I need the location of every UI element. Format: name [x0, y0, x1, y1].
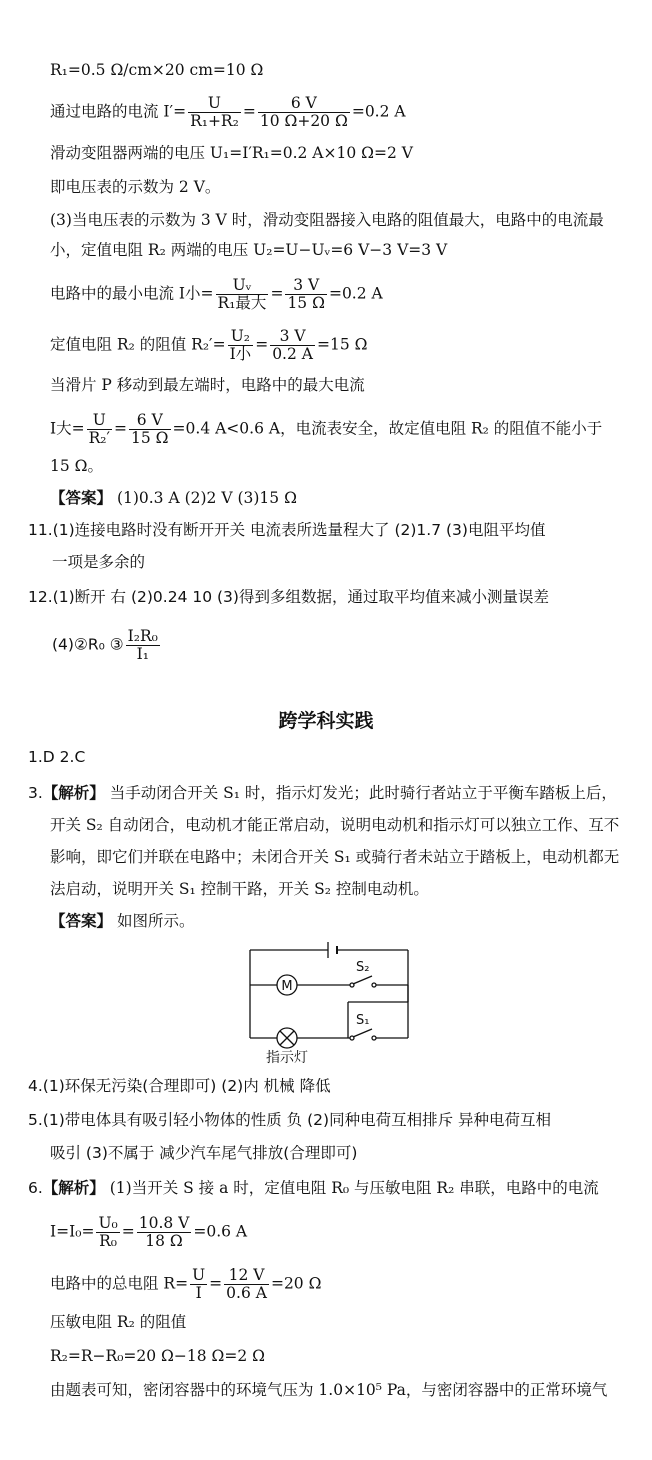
- switch-s1-blade: [353, 1029, 372, 1037]
- question-text: (1)断开 右 (2)0.24 10 (3)得到多组数据，通过取平均值来减小测量误差: [52, 588, 549, 606]
- fraction: [96, 1215, 119, 1250]
- text-line: 当滑片 P 移动到最左端时，电路中的最大电流: [50, 376, 365, 394]
- question-3: [28, 783, 617, 803]
- s1-label: S₁: [356, 1013, 370, 1028]
- fraction: [87, 412, 112, 447]
- denominator: 15 Ω: [131, 429, 169, 447]
- text-line: 开关 S₂ 自动闭合，电动机才能正常启动，说明电动机和指示灯可以独立工作、互不: [50, 816, 620, 834]
- question-text: (1)连接电路时没有断开开关 电流表所选量程大了 (2)1.7 (3)电阻平均值: [52, 521, 546, 539]
- formula-r1: R₁=0.5 Ω/cm×20 cm=10 Ω: [50, 61, 264, 79]
- denominator: 10 Ω+20 Ω: [259, 112, 348, 130]
- switch-s2-blade: [353, 976, 372, 984]
- motor-label: M: [281, 979, 293, 994]
- text-line: 小，定值电阻 R₂ 两端的电压 U₂=U−Uᵥ=6 V−3 V=3 V: [50, 241, 448, 259]
- answer-tag: 【答案】: [50, 912, 113, 930]
- text-line: 影响，即它们并联在电路中；未闭合开关 S₁ 或骑行者未站立于踏板上，电动机都无: [50, 848, 620, 866]
- question-text: (1)当开关 S 接 a 时，定值电阻 R₀ 与压敏电阻 R₂ 串联，电路中的电流: [104, 1179, 599, 1197]
- denominator: I小: [229, 345, 252, 363]
- formula-min-current: 电路中的最小电流 I小= $\frac{\text{Uᵥ}}{\text{R₁最大}}$ = $\frac{3 V}{15 \Omega}$ =0.2 A: [50, 276, 383, 312]
- formula-current: 通过电路的电流 I′= $\frac{U}{\text{R₁+R₂}}$ = $\frac{6 V}{10 \Omega+20 \Omega}$ =0.2 A: [50, 94, 406, 130]
- switch-s1-contact: [372, 1036, 376, 1040]
- fraction: [224, 1267, 269, 1302]
- question-12-cont: [52, 628, 162, 663]
- question-6: [28, 1178, 599, 1198]
- numerator: U: [188, 95, 241, 113]
- text-line: 法启动，说明开关 S₁ 控制干路，开关 S₂ 控制电动机。: [50, 880, 429, 898]
- numerator: U: [87, 412, 112, 430]
- text-line: 由题表可知，密闭容器中的环境气压为 1.0×10⁵ Pa，与密闭容器中的正常环境气: [50, 1381, 608, 1399]
- fraction: [258, 95, 350, 130]
- text: =0.4 A<0.6 A，电流表安全，故定值电阻 R₂ 的阻值不能小于: [172, 419, 603, 438]
- numerator: 6 V: [258, 95, 350, 113]
- question-11: [28, 520, 545, 540]
- text-line: (3)当电压表的示数为 3 V 时，滑动变阻器接入电路的阻值最大，电路中的电流最: [50, 211, 604, 229]
- answer-line: [50, 911, 194, 931]
- answer-text: (1)0.3 A (2)2 V (3)15 Ω: [112, 489, 297, 507]
- section-title: 跨学科实践: [278, 710, 374, 732]
- text: 定值电阻 R₂ 的阻值 R₂′=: [50, 335, 226, 354]
- question-number: 5.: [28, 1111, 43, 1129]
- lamp-label: 指示灯: [266, 1050, 308, 1066]
- text: 电路中的总电阻 R=: [50, 1274, 189, 1293]
- fraction: [228, 328, 254, 363]
- denominator: 0.6 A: [226, 1284, 267, 1302]
- text: I=I₀=: [50, 1222, 95, 1241]
- fraction: [129, 412, 171, 447]
- circuit-diagram: [240, 938, 420, 1066]
- question-text: 当手动闭合开关 S₁ 时，指示灯发光；此时骑行者站立于平衡车踏板上后，: [104, 784, 617, 802]
- formula-r2-value: R₂=R−R₀=20 Ω−18 Ω=2 Ω: [50, 1347, 266, 1365]
- question-12: [28, 587, 549, 607]
- answer-line: [50, 488, 297, 508]
- formula-r2: 定值电阻 R₂ 的阻值 R₂′= $\frac{\text{U₂}}{\text{I小}}$ = $\frac{3 V}{0.2 A}$ =15 Ω: [50, 327, 368, 363]
- denominator: R₁+R₂: [190, 112, 239, 130]
- formula-total-r: 电路中的总电阻 R= $\frac{U}{I}$ = $\frac{12 V}{0.6 A}$ =20 Ω: [50, 1266, 322, 1302]
- text: =15 Ω: [316, 335, 368, 354]
- question-number: 11.: [28, 521, 53, 539]
- question-number: 4.: [28, 1077, 43, 1095]
- numerator: I₂R₀: [127, 627, 158, 645]
- question-number: 3.: [28, 784, 43, 802]
- fraction: [190, 1267, 207, 1302]
- text-line: 压敏电阻 R₂ 的阻值: [50, 1313, 187, 1331]
- question-11-cont: 一项是多余的: [52, 553, 146, 571]
- text: =20 Ω: [270, 1274, 322, 1293]
- denominator: 18 Ω: [145, 1232, 183, 1250]
- denominator: 15 Ω: [287, 294, 325, 312]
- question-number: 6.: [28, 1179, 43, 1197]
- s2-label: S₂: [356, 960, 370, 975]
- denominator: R₀: [99, 1232, 118, 1250]
- numerator: 3 V: [270, 328, 315, 346]
- fraction: [216, 277, 269, 312]
- numerator: U: [192, 1266, 206, 1284]
- answer-text: 如图所示。: [112, 912, 195, 930]
- denominator: I₁: [136, 645, 149, 663]
- numerator: 12 V: [224, 1267, 269, 1285]
- text: 通过电路的电流 I′=: [50, 102, 187, 121]
- text: (4)②R₀ ③: [52, 635, 124, 654]
- analysis-tag: 【解析】: [42, 1179, 105, 1197]
- numerator: 3 V: [285, 277, 327, 295]
- text: 电路中的最小电流 I小=: [50, 284, 214, 303]
- denominator: I: [195, 1284, 202, 1302]
- denominator: R₂′: [88, 429, 111, 447]
- fraction: [126, 628, 160, 663]
- fraction: [188, 95, 241, 130]
- numerator: U₀: [98, 1214, 118, 1232]
- numerator: Uᵥ: [216, 277, 269, 295]
- formula-i0: I=I₀= $\frac{\text{U₀}}{\text{R₀}}$ = $\frac{10.8 V}{18 \Omega}$ =0.6 A: [50, 1214, 248, 1250]
- answers-1-2: 1.D 2.C: [28, 748, 86, 766]
- numerator: 6 V: [129, 412, 171, 430]
- switch-s2-contact: [372, 983, 376, 987]
- analysis-tag: 【解析】: [42, 784, 105, 802]
- question-4: [28, 1076, 331, 1096]
- formula-max-current: I大= $\frac{U}{\text{R₂′}}$ = $\frac{6 V}{15 \Omega}$ =0.4 A<0.6 A，电流表安全，故定值电阻 R₂ 的阻值不能小于: [50, 411, 603, 447]
- fraction: [270, 328, 315, 363]
- question-5: [28, 1110, 551, 1130]
- text: =0.6 A: [193, 1222, 248, 1241]
- question-number: 12.: [28, 588, 53, 606]
- fraction: [137, 1215, 192, 1250]
- denominator: R₁最大: [217, 294, 267, 312]
- text: =0.2 A: [351, 102, 406, 121]
- question-text: (1)环保无污染(合理即可) (2)内 机械 降低: [42, 1077, 331, 1095]
- text-line: 15 Ω。: [50, 457, 104, 475]
- formula-voltage-u1: 滑动变阻器两端的电压 U₁=I′R₁=0.2 A×10 Ω=2 V: [50, 144, 413, 162]
- fraction: [285, 277, 327, 312]
- denominator: 0.2 A: [272, 345, 313, 363]
- text-line: 即电压表的示数为 2 V。: [50, 178, 221, 196]
- text: I大=: [50, 419, 85, 438]
- numerator: U₂: [228, 328, 254, 346]
- text: =0.2 A: [328, 284, 383, 303]
- numerator: 10.8 V: [138, 1214, 190, 1232]
- question-5-cont: 吸引 (3)不属于 减少汽车尾气排放(合理即可): [50, 1144, 358, 1162]
- question-text: (1)带电体具有吸引轻小物体的性质 负 (2)同种电荷互相排斥 异种电荷互相: [42, 1111, 551, 1129]
- answer-tag: 【答案】: [50, 489, 113, 507]
